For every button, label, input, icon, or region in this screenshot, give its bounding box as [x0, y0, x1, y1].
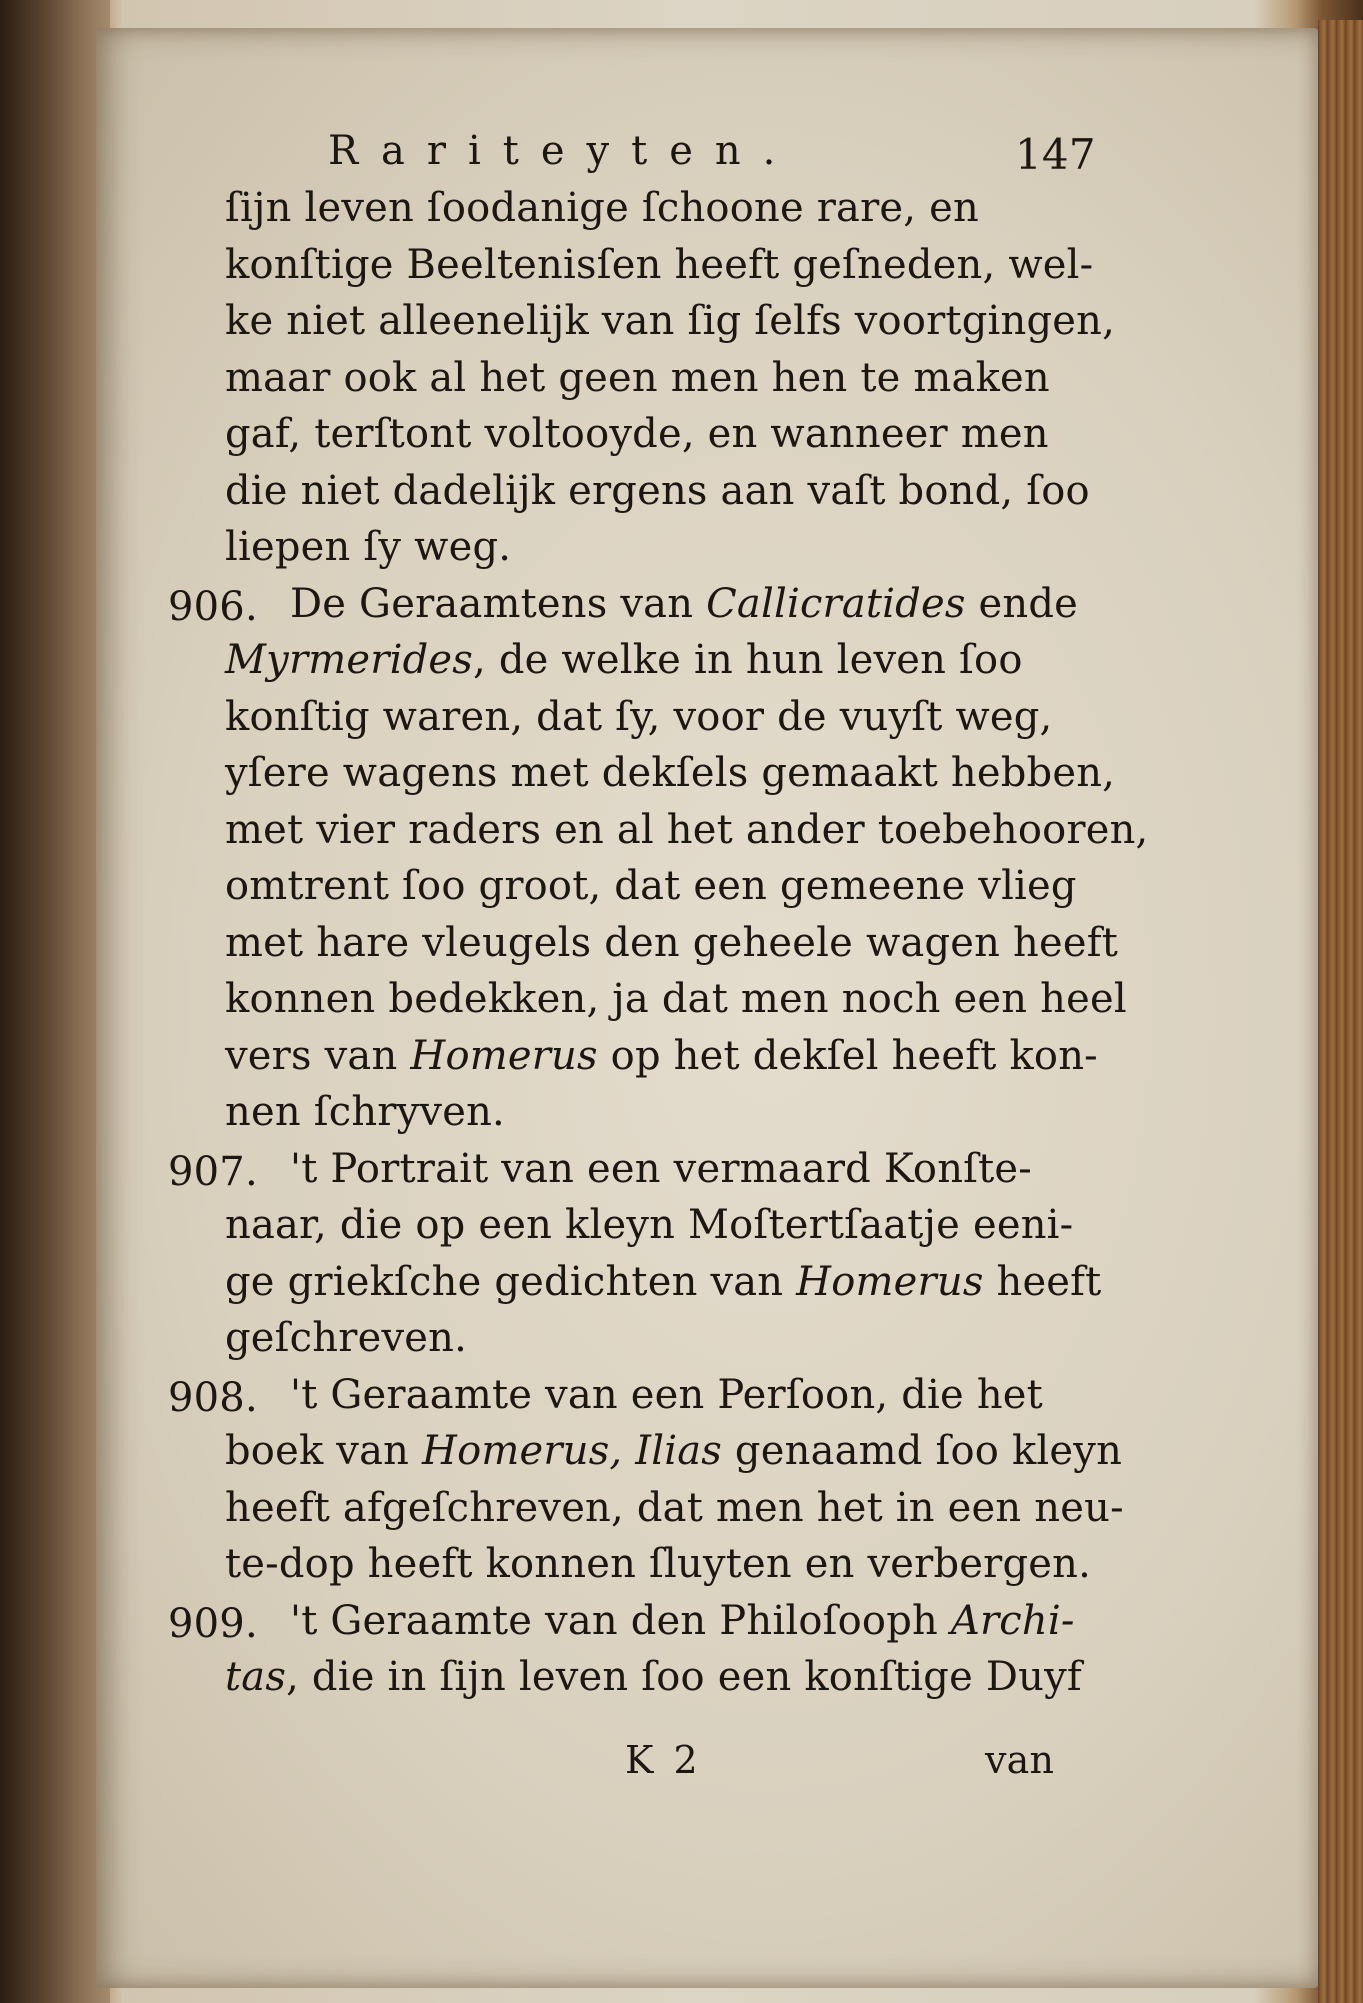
text-line	[225, 637, 1023, 683]
text-line	[225, 750, 1116, 796]
text-line: maar ook al het geen men hen te maken	[225, 354, 1050, 401]
text-line	[225, 1032, 1098, 1079]
entry-number: 908.	[168, 1374, 258, 1421]
text-run: 't Portrait van een vermaard Konſte-	[290, 1145, 1033, 1192]
text-line	[225, 1258, 1102, 1305]
text-line	[225, 806, 1149, 853]
text-line: gaf, terſtont voltooyde, en wanneer men	[225, 411, 1049, 457]
text-run: 't Geraamte van een Perſoon, die het	[290, 1371, 1043, 1418]
text-run: 't Geraamte van den Philoſooph	[290, 1597, 951, 1644]
text-run: vers van	[225, 1032, 411, 1079]
text-line	[225, 1202, 1074, 1248]
text-run: , die in ſijn leven ſoo een konſtige Duyf	[286, 1654, 1082, 1700]
text-line	[225, 1484, 1124, 1531]
running-title: Rariteyten.	[328, 128, 798, 174]
signature-mark: K 2	[625, 1738, 702, 1782]
text-run: konnen bedekken, ja dat men noch een heel	[225, 976, 1127, 1022]
text-run: boek van	[225, 1428, 423, 1474]
text-run: nen ſchryven.	[225, 1089, 505, 1135]
text-line	[290, 1371, 1043, 1418]
text-run: naar, die op een kleyn Moſtertſaatje eeni-	[225, 1202, 1074, 1248]
catchword: van	[985, 1738, 1055, 1782]
text-line	[225, 919, 1118, 966]
italic-name: Homerus, Ilias	[422, 1428, 723, 1474]
italic-name: tas	[225, 1654, 287, 1700]
text-run: genaamd ſoo kleyn	[722, 1428, 1123, 1474]
text-line	[225, 976, 1127, 1022]
text-line	[290, 1145, 1033, 1192]
text-line: ſijn leven ſoodanige ſchoone rare, en	[225, 185, 979, 231]
italic-name: Myrmerides	[225, 637, 473, 683]
text-line	[225, 1541, 1092, 1587]
text-line: konſtige Beeltenisſen heeft geſneden, wel-	[225, 241, 1094, 288]
facing-page-edge	[0, 0, 110, 2003]
text-run: met vier raders en al het ander toebehooren,	[225, 806, 1149, 853]
text-line: ke niet alleenelijk van ſig ſelfs voortgingen,	[225, 298, 1116, 344]
text-line	[225, 1315, 467, 1361]
italic-name: Homerus	[796, 1258, 984, 1305]
text-line	[290, 1597, 1075, 1644]
italic-name: Callicratides	[706, 580, 966, 627]
text-run: De Geraamtens van	[290, 580, 707, 627]
italic-name: Homerus	[410, 1032, 598, 1079]
text-run: yſere wagens met dekſels gemaakt hebben,	[225, 750, 1116, 796]
text-line	[225, 1654, 1082, 1700]
italic-name: Archi-	[950, 1597, 1075, 1644]
text-line	[225, 863, 1077, 909]
entry-number: 907.	[168, 1148, 258, 1195]
entry-number: 906.	[168, 583, 258, 630]
page-block-edge	[1318, 20, 1363, 2003]
text-run: geſchreven.	[225, 1315, 467, 1361]
page-number: 147	[1015, 130, 1096, 179]
text-line	[225, 1089, 505, 1135]
text-run: op het dekſel heeft kon-	[597, 1032, 1098, 1079]
text-line: die niet dadelijk ergens aan vaſt bond, ſoo	[225, 467, 1090, 514]
text-run: met hare vleugels den geheele wagen heeft	[225, 919, 1118, 966]
text-line	[225, 693, 1053, 740]
text-run: , de welke in hun leven ſoo	[473, 637, 1023, 683]
text-run: heeft	[983, 1258, 1102, 1305]
text-run: heeft afgeſchreven, dat men het in een neu-	[225, 1484, 1124, 1531]
text-line: liepen ſy weg.	[225, 524, 512, 570]
text-run: ge griekſche gedichten van	[225, 1258, 797, 1305]
text-run: omtrent ſoo groot, dat een gemeene vlieg	[225, 863, 1077, 909]
text-run: te-dop heeft konnen ſluyten en verbergen.	[225, 1541, 1092, 1587]
text-line	[225, 1428, 1123, 1474]
entry-number: 909.	[168, 1600, 258, 1647]
text-line	[290, 580, 1079, 627]
text-run: konſtig waren, dat ſy, voor de vuyſt weg,	[225, 693, 1053, 740]
text-run: ende	[965, 580, 1079, 627]
